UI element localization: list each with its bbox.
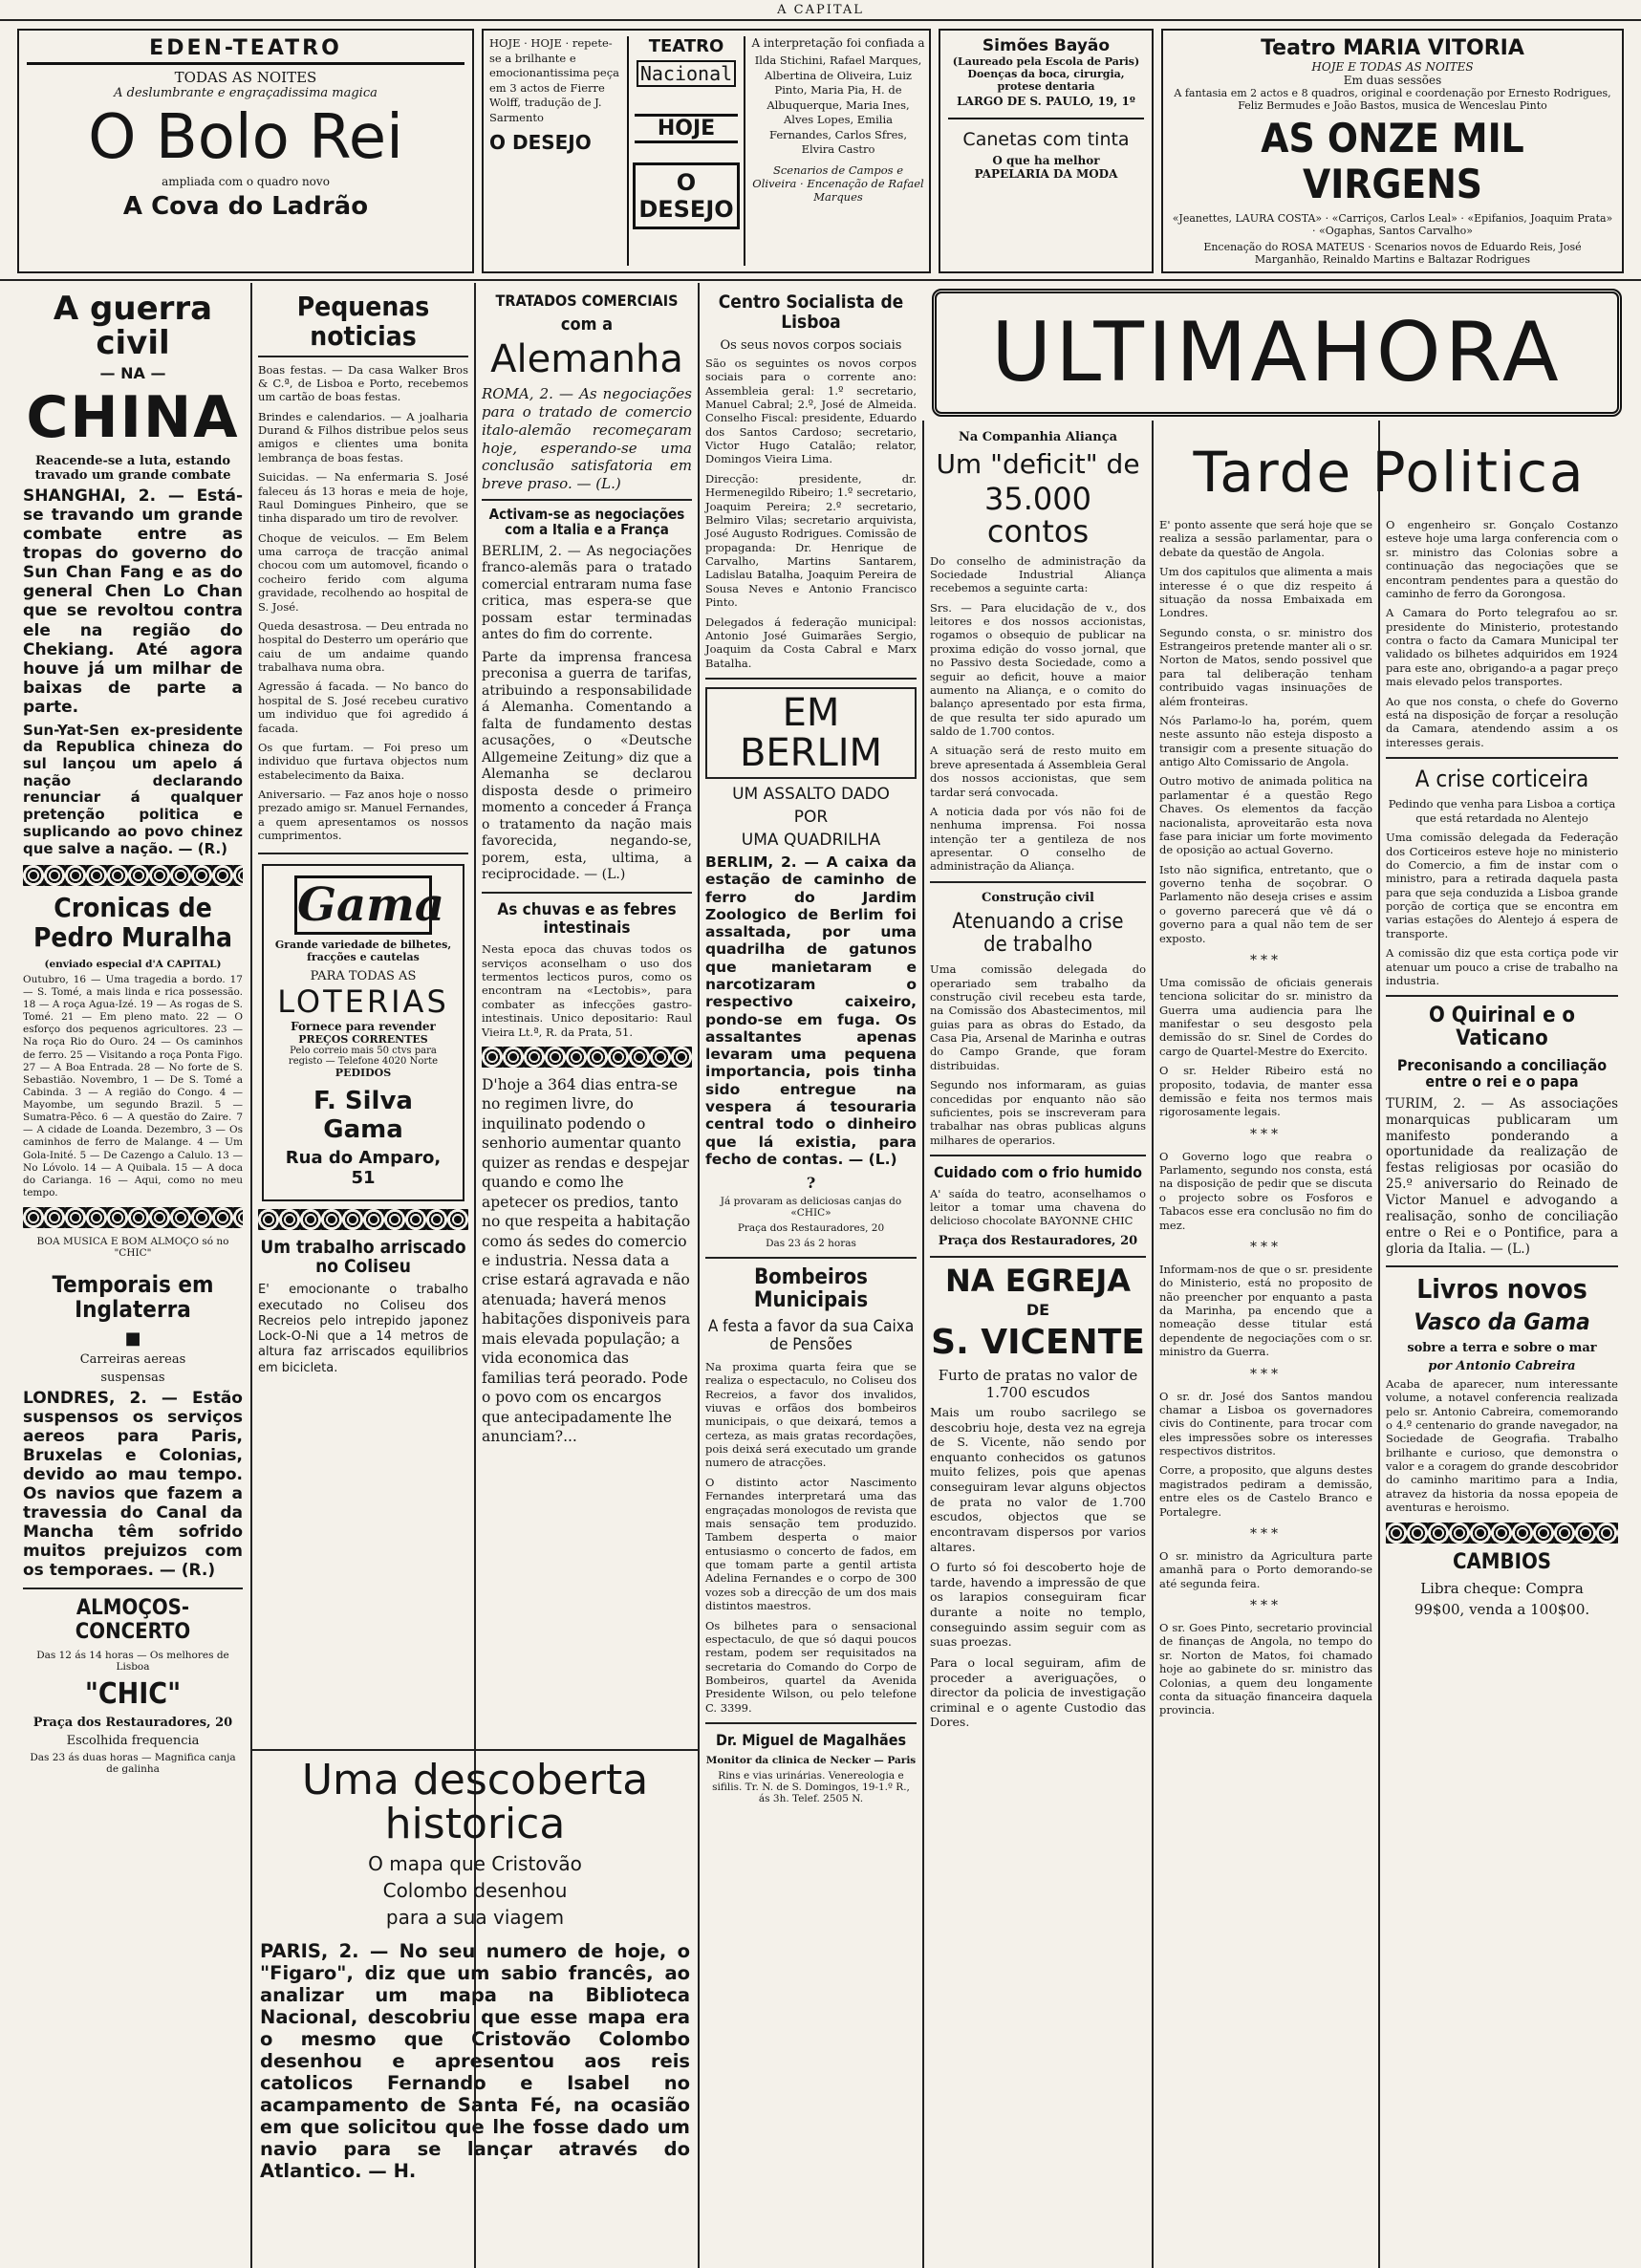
col7-p3: Ao que nos consta, o chefe do Governo está na disposição de forçar a resolução da Camara, atendendo assim a os interesses gerais. (1386, 694, 1618, 749)
ornament-divider (1386, 1523, 1618, 1544)
bombeiros-p2: O distinto actor Nascimento Fernandes interpretará uma das engraçadas monologos de revista que mais sensação tem produzido. Tambem desperta o maior entusiasmo o concerto de fados, em que tomam parte a gentil artista Adelina Fernandes e o corpo de 300 vozes sob a direcção de um dos mais distintos maestros. (705, 1475, 917, 1613)
tarde-p1: E' ponto assente que será hoje que se realiza a sessão parlamentar, para o debate da questão de Angola. (1159, 518, 1372, 559)
mv-credits: Encenação do ROSA MATEUS · Scenarios novos de Eduardo Reis, José Marganhão, Reinaldo Martins e Baltazar Rodrigues (1203, 240, 1582, 266)
cronicas-sub: (enviado especial d'A CAPITAL) (44, 958, 222, 970)
chic-line1: Já provaram as deliciosas canjas do «CHIC» (720, 1196, 902, 1220)
column-7 (1380, 426, 1624, 2265)
bombeiros-sub: A festa a favor da sua Caixa de Pensões (707, 1317, 915, 1355)
tarde-p14: O sr. Goes Pinto, secretario provincial de finanças de Angola, no tempo do sr. Norton de Matos, foi chamado hoje ao gabinete do sr. ministro das Colonias, a quem deu longamente conta da situação financeira daquela provincia. (1159, 1621, 1372, 1717)
mv-line3: A fantasia em 2 actos e 8 quadros, original e coordenação por Ernesto Rodrigues, Feliz Bermudes e João Bastos, musica de Wenceslau Pinto (1174, 87, 1611, 112)
tarde-p6: Isto não significa, entretanto, que o governo tenha de soçobrar. O Parlamento não deseja crises e assim o governo parecerá que vê dá o governo para a qual não tem de ser exposto. (1159, 862, 1372, 945)
mv-name: Teatro MARIA VITORIA (1261, 36, 1524, 60)
pequenas-p6: Agressão á facada. — No banco do hospital de S. José recebeu curativo um individuo que foi agredido á facada. (258, 680, 468, 735)
miguel-line1: Monitor da clinica de Necker — Paris (705, 1754, 917, 1766)
ad-simoes-bayao (939, 29, 1154, 273)
centro-p2: Direcção: presidente, dr. Hermenegildo Ribeiro; 1.º secretario, Joaquim Pereira; 2.º secretario, Belmiro Vilas; secretario arquivista, José Augusto Rodrigues. Comissão de propaganda: Dr. Henrique de Carvalho, Martins Santarem, Ladislau Batalha, Joaquim Pereira de Sousa Neves e Antonio Francisco Pinto. (705, 471, 917, 610)
almocos-name: "CHIC" (84, 1676, 182, 1711)
star-divider: *** (1250, 1366, 1282, 1382)
berlim-sub2: POR (793, 808, 829, 828)
cronicas-body: Outubro, 16 — Uma tragedia a bordo. 17 — S. Tomé, a mais linda e rica possessão. 18 — A roça Agua-Izé. 19 — As rogas de S. Tomé. 21 — Em pleno mato. 22 — O esforço dos pequenos agricultores. 23 — Na roça Rio do Ouro. 24 — Os caminhos de ferro. 25 — Visitando a roça Ponta Figo. 27 — A Boa Entrada. 28 — No forte de S. Sebastião. Novembro, 1 — De S. Tomé a Cabinda. 3 — A região do Congo. 4 — Mayombe, um segundo Brazil. 5 — Sumatra-Pêco. 6 — A questão do Zaire. 7 — A cidade de Loanda. Dezembro, 3 — Os caminhos de ferro de Malange. 4 — Um Gola-Inité. 5 — De Cazengo a Calulo. 13 — No Lóvolo. 14 — A Quibala. 15 — A doca do Carianga. 16 — Aqui, como no meu tempo. (23, 973, 243, 1199)
construcao-p1: Uma comissão delegada do operariado sem trabalho da construção civil recebeu esta tarde, na Comissão dos Abastecimentos, mil guias para as obras do Estado, da Casa Pia, Arsenal de Marinha e outras do Campo Grande, que foram distribuidas. (930, 962, 1146, 1072)
almocos-title: ALMOÇOS-CONCERTO (75, 1596, 191, 1644)
corticeira-title: A crise corticeira (1414, 766, 1589, 792)
pequenas-p7: Os que furtam. — Foi preso um individuo que furtava objectos num estabelecimento da Baixa. (258, 740, 468, 782)
livros-book-sub: sobre a terra e sobre o mar (1407, 1340, 1597, 1355)
eden-title: O Bolo Rei (88, 102, 403, 173)
gama-big: LOTERIAS (277, 983, 449, 1020)
egreja-title2: DE (1026, 1301, 1050, 1320)
cuidado-title: Cuidado com o frio humido (933, 1163, 1143, 1182)
berlim-lead: BERLIM, 2. — A caixa da estação de caminho de ferro do Jardim Zoologico de Berlim foi assaltada, por uma quadrilha de gatunos que manietaram e narcotizaram o respectivo caixeiro, pondo-se em fuga. Os assaltantes apenas levaram uma pequena importancia, pois tinha sido entregue na vespera á tesouraria central todo o dinheiro que lá existia, para fecho de contas. — (L.) (705, 853, 917, 1168)
nacional-name1: TEATRO (648, 36, 724, 56)
coliseu-body: E' emocionante o trabalho executado no Coliseu dos Recreios pelo intrepido japonez Lock-O-Ni que a 14 metros de altura faz arriscados equilibrios em bicicleta. (258, 1283, 468, 1375)
nacional-cast-head: A interpretação foi confiada a (751, 36, 925, 50)
column-5 (924, 426, 1152, 2265)
bombeiros-title: Bombeiros Municipais (753, 1265, 869, 1313)
coliseu-title2: no Coliseu (315, 1256, 411, 1278)
simoes-line3: O que ha melhor (992, 154, 1100, 167)
tarde-p10: Informam-nos de que o sr. presidente do Ministerio, está no proposito de não preencher por enquanto a pasta da Marinha, pa encendo que a nomeação desse titular está dependente de negociações com o sr. ministro da Guerra. (1159, 1262, 1372, 1359)
tarde-p2: Um dos capitulos que alimenta a mais interesse é o que diz respeito á situação da nossa Embaixada em Londres. (1159, 565, 1372, 620)
tratados-kicker: TRATADOS COMERCIAIS (495, 292, 679, 310)
chuvas-title: As chuvas e as febres intestinais (497, 899, 677, 938)
tarde-p9: O Governo logo que reabra o Parlamento, segundo nos consta, está na disposição de pedir que se discuta o projecto sobre os Fosforos e Tabacos esse era conclusão no fim do mez. (1159, 1149, 1372, 1232)
star-divider: *** (1250, 1239, 1282, 1255)
cronicas-title2: Pedro Muralha (32, 921, 233, 954)
cuidado-address: Praça dos Restauradores, 20 (938, 1233, 1138, 1248)
companhia-p4: A noticia dada por vós não foi de nenhuma imprensa. Foi nossa intenção ter a gentileza de nos apresentar. O conselho de administração da Aliança. (930, 804, 1146, 874)
cambios-title: CAMBIOS (1452, 1549, 1552, 1574)
construcao-title2: de trabalho (983, 933, 1092, 958)
eden-line2: A deslumbrante e engraçadissima magica (114, 86, 378, 100)
column-2 (252, 287, 474, 1759)
chic-line3: Das 23 ás 2 horas (766, 1238, 856, 1250)
nacional-name2: Nacional (637, 60, 736, 87)
quirinal-sub: Preconisando a conciliação entre o rei e o papa (1396, 1055, 1608, 1091)
quirinal-title: O Quirinal e o Vaticano (1429, 1004, 1575, 1051)
cambios-line2: 99$00, venda a 100$00. (1414, 1600, 1590, 1618)
star-divider: *** (1250, 1126, 1282, 1142)
col7-p1: O engenheiro sr. Gonçalo Costanzo esteve hoje uma larga conferencia com o sr. ministro das Colonias sobre a continuação das negociações que se encontram pendentes para a questão do caminho de ferro da Gorongosa. (1386, 518, 1618, 600)
tarde-p4: Nós Parlamo-lo ha, porém, quem neste assunto não esteja disposto a transigir com a presente situação do antigo Alto Comissario de Angola. (1159, 713, 1372, 768)
centro-title: Centro Socialista de Lisboa (718, 292, 904, 333)
corticeira-p2: Uma comissão delegada da Federação dos Corticeiros esteve hoje no ministerio do Comercio, a fim de instar com o ministro, para a retirada daquela pasta para que seja conduzida a Lisboa grande porção de cortiça que se encontra em varias estações do Alentejo á espera de transporte. (1386, 831, 1618, 940)
column-4 (700, 287, 922, 2265)
mv-cast: «Jeanettes, LAURA COSTA» · «Carriços, Carlos Leal» · «Epifanios, Joaquim Prata» · «Ogaphas, Santos Carvalho» (1172, 211, 1613, 237)
eden-line1: TODAS AS NOITES (174, 69, 317, 86)
descoberta-sub1: O mapa que Cristovão (368, 1852, 582, 1876)
almocos-line3: Das 23 ás duas horas — Magnifica canja de galinha (30, 1751, 236, 1775)
almocos-address: Praça dos Restauradores, 20 (32, 1715, 233, 1730)
cambios-line1: Libra cheque: Compra (1420, 1579, 1584, 1597)
star-divider: *** (1250, 1525, 1282, 1542)
companhia-p1: Do conselho de administração da Sociedade Industrial Aliança recebemos a seguinte carta: (930, 553, 1146, 595)
descoberta-title: Uma descoberta historica (301, 1756, 649, 1849)
star-divider: *** (1250, 952, 1282, 968)
column-3 (476, 287, 698, 1759)
nacional-left-title: O DESEJO (489, 131, 592, 155)
ad-teatro-maria-vitoria (1161, 29, 1624, 273)
ultima-hora-banner (932, 289, 1622, 417)
temporais-sub2: suspensas (100, 1370, 165, 1385)
china-title2: — NA — (99, 364, 166, 383)
tarde-p7: Uma comissão de oficiais generais tenciona solicitar do sr. ministro da Guerra uma audiencia para lhe manifestar o seu desgosto pela demissão do sr. Sinel de Cordes do cargo de Quartel-Mestre do Exercito. (1159, 975, 1372, 1058)
china-lead2: Sun-Yat-Sen ex-presidente da Republica chineza do sul lançou um apelo á nação declarando renunciar á qualquer pretenção politica e suplicando ao povo chinez que salve a nação. — (R.) (23, 721, 243, 857)
tarde-politica-title: Tarde Politica (1193, 440, 1586, 505)
ornament-divider (482, 1047, 692, 1068)
gama-line4: PREÇOS CORRENTES (298, 1032, 428, 1046)
livros-title: Livros novos (1416, 1272, 1587, 1305)
eden-subtitle: A Cova do Ladrão (122, 192, 369, 222)
egreja-title1: NA EGREJA (945, 1262, 1131, 1299)
bombeiros-p3: Os bilhetes para o sensacional espectaculo, de que só daqui poucos restam, podem ser requisitados na secretaria do Comando do Corpo de Bombeiros, quartel da Avenida Presidente Wilson, ou pelo telefone C. 3399. (705, 1618, 917, 1715)
egreja-p2: O furto só foi descoberto hoje de tarde, havendo a impressão de que os larapios conseguiram ficar durante a noite no templo, conseguindo assim seguir com as suas proezas. (930, 1560, 1146, 1650)
dias-body: D'hoje a 364 dias entra-se no regimen livre, do inquilinato podendo o senhorio aumentar quanto quizer as rendas e despejar quando e como lhe apetecer os predios, tanto no que respeita a habitação como ás sedes do comercio e industria. Nessa data a crise estará agravada e não atenuada; haverá menos habitações disponiveis para mais elevada população; a vida economica das familias terá peorado. Pode o povo com os encargos que antecipadamente lhe anunciam?... (482, 1075, 691, 1446)
tratados-p2: Parte da imprensa francesa preconisa a guerra de tarifas, atribuindo a responsabilidade á Alemanha. Comentando a falta de fundamento destas acusações, o «Deutsche Allgemeine Zeitung» diz que a Alemanha se declarou disposta desde o primeiro momento a conceder á França o tratamento da nação mais favorecida, negando-se, porem, esta, ultima, a reciprocidade. — (L.) (482, 649, 692, 883)
col7-p2: A Camara do Porto telegrafou ao sr. presidente do Ministerio, protestando contra o facto da Camara Municipal ter validado os bilhetes adquiridos em 1924 para este ano, obrigando-a a pagar preço mais elevado pelos transportes. (1386, 606, 1618, 689)
star-divider: *** (1250, 1598, 1282, 1613)
gama-logo: Gama (294, 875, 432, 935)
simoes-product: Canetas com tinta (962, 129, 1130, 150)
china-sub: Reacende-se a luta, estando travado um grande combate (34, 454, 231, 484)
column-1 (17, 287, 248, 2265)
construcao-kicker: Construção civil (982, 890, 1094, 905)
construcao-title1: Atenuando a crise (952, 909, 1124, 934)
pequenas-title: Pequenas noticias (258, 292, 468, 357)
simoes-line1: (Laureado pela Escola de Paris) (952, 55, 1140, 68)
gama-line1: Grande variedade de bilhetes, fracções e cautelas (274, 938, 452, 963)
egreja-p1: Mais um roubo sacrilego se descobriu hoje, desta vez na egreja de S. Vicente, não sendo por enquanto conhecidos os gatunos muito felizes, pois que apenas conseguiram levar alguns objectos de prata no valor de 1.700 escudos, objectos que se encontravam dispersos por varios altares. (930, 1404, 1146, 1554)
ornament-divider (258, 1209, 468, 1230)
coliseu-title1: Um trabalho arriscado (260, 1236, 466, 1258)
gama-line3: Fornece para revender (291, 1019, 436, 1033)
pequenas-p8: Aniversario. — Faz anos hoje o nosso prezado amigo sr. Manuel Fernandes, a quem apresentamos os nossos cumprimentos. (258, 788, 468, 843)
temporais-title: Temporais em Inglaterra (52, 1271, 214, 1324)
mv-line1: HOJE E TODAS AS NOITES (1311, 60, 1474, 74)
tratados-p1: BERLIM, 2. — As negociações franco-alemãs para o tratado comercial entraram numa fase critica, mas espera-se que possam estar terminadas antes do fim do corrente. (482, 543, 692, 643)
simoes-address: LARGO DE S. PAULO, 19, 1º (957, 95, 1135, 108)
nacional-left-text: HOJE · HOJE · repete-se a brilhante e emocionantissima peça em 3 actos de Fierre Wolff, tradução de J. Sarmento (489, 36, 620, 124)
tratados-lead: ROMA, 2. — As negociações para o tratado de comercio italo-alemão recomeçaram hoje, esperando-se uma conclusão satisfatoria em breve praso. — (L.) (482, 385, 692, 493)
almocos-line2: Escolhida frequencia (66, 1733, 200, 1748)
centro-sub: Os seus novos corpos sociais (720, 337, 902, 353)
china-lead1: SHANGHAI, 2. — Está-se travando um grande combate entre as tropas do governo do Sun Chan Fang e as do general Chen Lo Chan que se revoltou contra ele na região do Chekiang. Até agora houve já um milhar de baixas de parte a parte. (23, 486, 243, 717)
ad-gama-loterias (262, 864, 464, 1201)
pequenas-p5: Queda desastrosa. — Deu entrada no hospital do Desterro um operário que caiu de um andaime quando trabalhava numa obra. (258, 618, 468, 675)
gama-line2: PARA TODAS AS (310, 968, 417, 983)
nacional-cast: Ilda Stichini, Rafael Marques, Albertina de Oliveira, Luiz Pinto, Maria Pia, H. de Albuquerque, Maria Ines, Alves Lopes, Emilia Fernandes, Carlos Sfres, Elvira Castro (754, 54, 922, 157)
berlim-title: EM BERLIM (705, 687, 917, 779)
miguel-line2: Rins e vias urinárias. Venereologia e sifilis. Tr. N. de S. Domingos, 19-1.º R., ás 3h. Telef. 2505 N. (712, 1769, 910, 1804)
bombeiros-p1: Na proxima quarta feira que se realiza o espectaculo, no Coliseu dos Recreios, a favor dos invalidos, viuvas e orfãos dos bombeiros municipais, o que deixará, temos a certeza, as mais gratas recordações, pois deixá será executado um grande numero de atracções. (705, 1359, 917, 1470)
ultima-hora-title: ULTIMAHORA (991, 305, 1563, 400)
corticeira-p1: Pedindo que venha para Lisboa a cortiça que está retardada no Alentejo (1388, 797, 1616, 825)
egreja-p3: Para o local seguiram, afim de proceder a averiguações, o director da policia de investigação criminal e o agente Custodio das Dores. (930, 1654, 1146, 1730)
cuidado-body: A' saída do teatro, aconselhamos o leitor a tomar uma chavena do delicioso chocolate BAYONNE CHIC (930, 1186, 1146, 1228)
eden-name: EDEN-TEATRO (27, 36, 464, 65)
chic-line2: Praça dos Restauradores, 20 (737, 1222, 885, 1235)
egreja-sub: Furto de pratas no valor de 1.700 escudos (938, 1366, 1138, 1401)
pequenas-p2: Brindes e calendarios. — A joalharia Durand & Filhos distribue pelos seus amigos e clientes uma bonita lembrança de boas festas. (258, 409, 468, 464)
berlim-sub1: UM ASSALTO DADO (732, 785, 890, 805)
boa-musica: BOA MUSICA E BOM ALMOÇO só no "CHIC" (36, 1236, 229, 1260)
masthead: A CAPITAL (0, 0, 1641, 21)
eden-line3: ampliada com o quadro novo (162, 175, 330, 189)
tarde-p11: O sr. dr. José dos Santos mandou chamar a Lisboa os governadores civis do Continente, para trocar com eles impressões sobre os interesses respectivos distritos. (1159, 1389, 1372, 1458)
chuvas-body: Nesta epoca das chuvas todos os serviços aconselham o uso dos termentos lecticos puros, como os encontram na «Lectobis», para combater as infecções gastro-intestinais. Unico depositario: Raul Vieira Lt.ª, R. da Prata, 51. (482, 942, 692, 1039)
companhia-title2: 35.000 contos (984, 481, 1091, 550)
quirinal-body: TURIM, 2. — As associações monarquicas publicaram um manifesto ponderando a oportunidade da realização de festas religiosas por ocasião do 25.º aniversario do Reinado de Victor Manuel e advogando a realisação, sonho de conciliação entre o Rei e o Pontifice, para a gloria da Italia. — (L.) (1386, 1095, 1618, 1257)
cronicas-title1: Cronicas de (54, 892, 212, 924)
china-title3: CHINA (26, 384, 240, 452)
livros-book: Vasco da Gama (1414, 1308, 1590, 1336)
egreja-title3: S. VICENTE (931, 1323, 1145, 1363)
simoes-name: Simões Bayão (982, 36, 1111, 55)
ad-teatro-nacional (482, 29, 931, 273)
tratados-title2: Alemanha (490, 337, 683, 382)
descoberta-sub3: para a sua viagem (385, 1906, 565, 1930)
descoberta-article (252, 1749, 698, 2265)
corticeira-p3: A comissão diz que esta cortiça pode vir atenuar um pouco a crise de trabalho na industria. (1386, 946, 1618, 987)
pequenas-p3: Suicidas. — Na enfermaria S. José faleceu ás 13 horas e meia de hoje, Raul Domingues Pinheiro, que se tinha disparado um tiro de revolver. (258, 470, 468, 526)
berlim-sub3: UMA QUADRILHA (741, 831, 881, 851)
mv-title: AS ONZE MIL VIRGENS (1261, 115, 1524, 208)
companhia-p2: Srs. — Para elucidação de v., dos leitores e dos nossos accionistas, rogamos o obsequio de publicar na proxima edição do vosso jornal, que no Passivo desta Sociedade, como a seguir ao deficit, houve a maior aumento na Aliança, e o comito do balanço apresentado por esta firma, de que resulta ter sido apurado um saldo de 1.700 contos. (930, 600, 1146, 739)
tratados-sub: Activam-se as negociações com a Italia e a França (488, 505, 685, 539)
pequenas-p4: Choque de veiculos. — Em Belem uma carroça de tracção animal chocou com um automovel, ficando o cocheiro ferido com alguma gravidade, recolhendo ao hospital de S. José. (258, 530, 468, 614)
gama-line6: PEDIDOS (335, 1066, 392, 1079)
ornament-divider (23, 865, 243, 886)
tarde-p3: Segundo consta, o sr. ministro dos Estrangeiros pretende manter ali o sr. Norton de Matos, sendo possivel que para tal deliberação tenham contribuido vagas insinuações de além fronteiras. (1159, 625, 1372, 708)
temporais-sub1: Carreiras aereas (79, 1351, 186, 1367)
ornament-divider (23, 1207, 243, 1228)
tarde-p13: O sr. ministro da Agricultura parte amanhã para o Porto demorando-se até segunda feira. (1159, 1548, 1372, 1590)
livros-author: por Antonio Cabreira (1428, 1358, 1576, 1373)
gama-line5: Pelo correio mais 50 ctvs para registo — Telefone 4020 Norte (288, 1045, 439, 1067)
question-ornament: ? (806, 1174, 816, 1193)
nacional-title: O DESEJO (633, 162, 740, 229)
column-6 (1154, 426, 1378, 2265)
nacional-hoje: HOJE (635, 114, 738, 143)
livros-body: Acaba de aparecer, num interessante volume, a notavel conferencia realizada pelo sr. Antonio Cabreira, comemorando o 4.º centenario do grande navegador, na Sociedade de Geografia. Trabalho brilhante e curioso, que demonstra o valor e a coragem do grande descobridor do caminho maritimo para a India, atravez da historia da nossa epopeia de aventuras e heroismo. (1386, 1376, 1618, 1515)
centro-p1: São os seguintes os novos corpos sociais para o corrente ano: Assembleia geral: 1.º secretario, Manuel Cabral; 2.º, José de Almeida. Conselho Fiscal: presidente, Eduardo dos Santos Cardoso; secretario, Victor Hugo Catalão; relator, Domingos Vieira Lima. (705, 356, 917, 466)
descoberta-lead: PARIS, 2. — No seu numero de hoje, o "Figaro", diz que um sabio francês, ao analizar um mapa na Biblioteca Nacional, descobriu que esse mapa era o mesmo que Cristovão Colombo desenhou e apresentou aos reis catolicos Fernando e Isabel no acampamento de Santa Fé, na ocasião em que solicitou que lhe fosse dado um navio para se lançar através do Atlantico. — H. (260, 1940, 690, 2183)
temporais-lead: LONDRES, 2. — Estão suspensos os serviços aereos para Paris, Bruxelas e Colonias, devido ao mau tempo. Os navios que fazem a travessia do Canal da Mancha têm sofrido muitos prejuizos com os temporaes. — (R.) (23, 1388, 243, 1581)
nacional-credits: Scenarios de Campos e Oliveira · Encenação de Rafael Marques (752, 162, 924, 204)
tratados-title1: com a (560, 313, 614, 335)
tarde-p8: O sr. Helder Ribeiro está no proposito, todavia, de manter essa demissão e feita nos termos mais rigorosamente legais. (1159, 1064, 1372, 1119)
gama-address: Rua do Amparo, 51 (285, 1147, 442, 1188)
miguel-name: Dr. Miguel de Magalhães (715, 1731, 907, 1750)
pequenas-p1: Boas festas. — Da casa Walker Bros & C.ª, de Lisboa e Porto, recebemos um cartão de boas festas. (258, 362, 468, 404)
china-title1: A guerra civil (53, 290, 213, 362)
almocos-line1: Das 12 ás 14 horas — Os melhores de Lisboa (36, 1649, 229, 1673)
companhia-title1: Um "deficit" de (936, 448, 1140, 480)
companhia-p3: A situação será de resto muito em breve apresentada á Assembleia Geral dos nossos accionistas, que sem tardar será convocada. (930, 744, 1146, 799)
tarde-p12: Corre, a proposito, que alguns destes magistrados pediram a demissão, entre eles os de Castelo Branco e Portalegre. (1159, 1463, 1372, 1519)
tarde-p5: Outro motivo de animada politica na parlamentar é a questão Rego Chaves. Os elementos da facção nacionalista, aproveitarão esta nova fase para iniciar um forte movimento de oposição ao actual Governo. (1159, 774, 1372, 857)
mv-line2: Em duas sessões (1343, 74, 1442, 87)
construcao-p2: Segundo nos informaram, as guias concedidas por enquanto não são suficientes, pois se inscreveram para trabalhar nas obras publicas alguns milhares de operarios. (930, 1078, 1146, 1147)
simoes-line2: Doenças da boca, cirurgia, protese dentaria (967, 68, 1125, 93)
simoes-shop: PAPELARIA DA MODA (974, 167, 1118, 181)
descoberta-sub2: Colombo desenhou (382, 1879, 568, 1903)
gama-name: F. Silva Gama (313, 1086, 413, 1144)
square-ornament: ■ (124, 1328, 141, 1349)
centro-p3: Delegados á federação municipal: Antonio José Guimarães Sergio, Joaquim da Costa Cabral e Marx Batalha. (705, 615, 917, 670)
companhia-kicker: Na Companhia Aliança (958, 430, 1118, 444)
ad-eden-teatro (17, 29, 474, 273)
